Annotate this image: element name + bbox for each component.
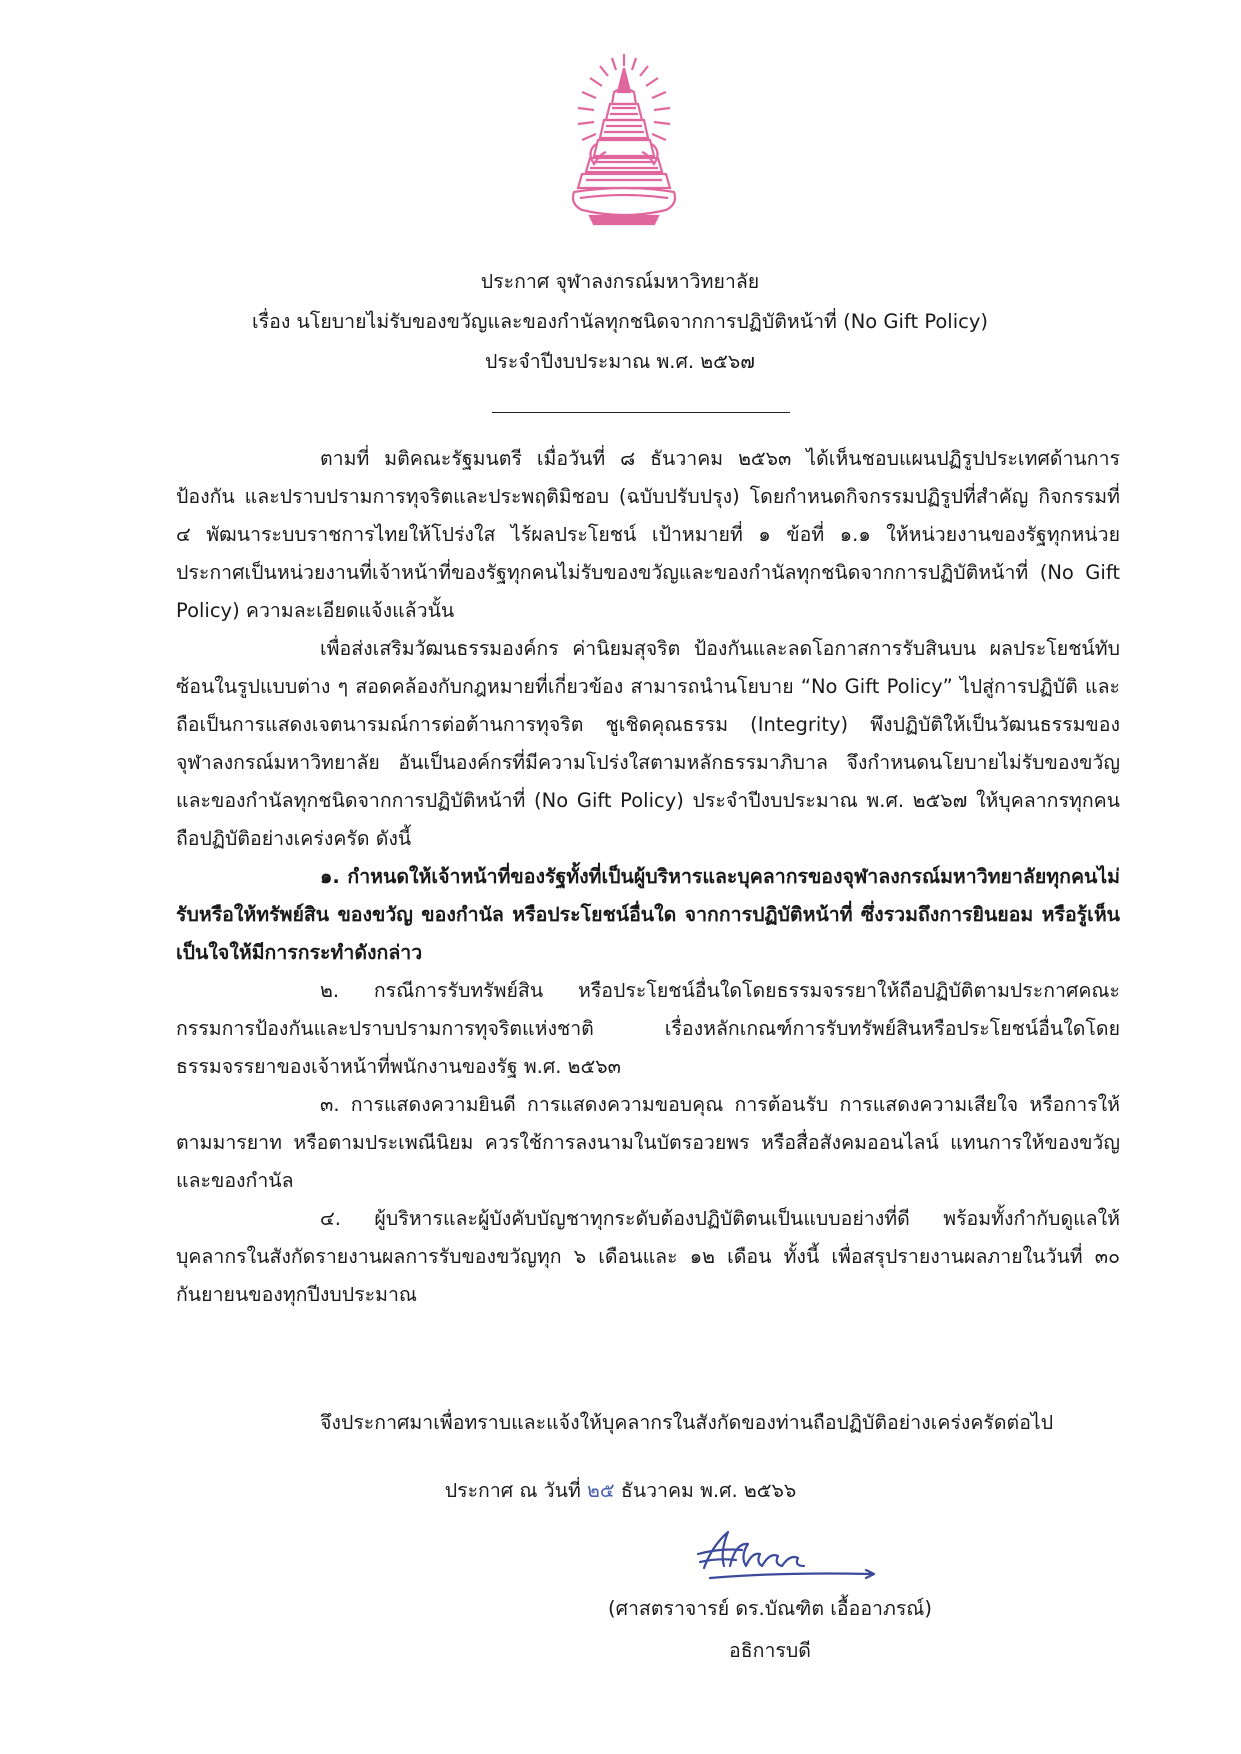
signer-name: (ศาสตราจารย์ ดร.บัณฑิต เอื้ออาภรณ์) <box>607 1597 933 1620</box>
closing-statement: จึงประกาศมาเพื่อทราบและแจ้งให้บุคลากรในสังกัดของท่านถือปฏิบัติอย่างเคร่งครัดต่อไป <box>320 1411 1054 1434</box>
policy-item: ๔. ผู้บริหารและผู้บังคับบัญชาทุกระดับต้องปฏิบัติตนเป็นแบบอย่างที่ดี พร้อมทั้งกำกับดูแลให้บุคลากรในสังกัดรายงานผลการรับของขวัญทุก ๖ เดือนและ ๑๒ เดือน ทั้งนี้ เพื่อสรุปรายงานผลภายในวันที่ ๓๐ กันยายนของทุกปีงบประมาณ <box>176 1207 1120 1306</box>
header-line-3: ประจำปีงบประมาณ พ.ศ. ๒๕๖๗ <box>485 350 755 373</box>
header-line-1: ประกาศ จุฬาลงกรณ์มหาวิทยาลัย <box>480 270 760 293</box>
body-paragraph: ตามที่ มติคณะรัฐมนตรี เมื่อวันที่ ๘ ธันวาคม ๒๕๖๓ ได้เห็นชอบแผนปฏิรูปประเทศด้านการป้องกัน และปราบปรามการทุจริตและประพฤติมิชอบ (ฉบับปรับปรุง) โดยกำหนดกิจกรรมปฏิรูปที่สำคัญ กิจกรรมที่ ๔ พัฒนาระบบราชการไทยให้โปร่งใส ไร้ผลประโยชน์ เป้าหมายที่ ๑ ข้อที่ ๑.๑ ให้หน่วยงานของรัฐทุกหน่วยประกาศเป็นหน่วยงานที่เจ้าหน้าที่ของรัฐทุกคนไม่รับของขวัญและของกำนัลทุกชนิดจากการปฏิบัติหน้าที่ (No Gift Policy) ความละเอียดแจ้งแล้วนั้น <box>176 447 1120 622</box>
announcement-body <box>176 440 1120 1314</box>
signature-image <box>690 1522 890 1586</box>
announcement-header <box>120 262 1120 382</box>
header-divider <box>492 412 790 413</box>
date-prefix: ประกาศ ณ วันที่ <box>444 1479 581 1502</box>
date-day: ๒๕ <box>587 1479 615 1502</box>
chulalongkorn-seal-emblem <box>560 48 688 230</box>
policy-item: ๑. กำหนดให้เจ้าหน้าที่ของรัฐทั้งที่เป็นผู้บริหารและบุคลากรของจุฬาลงกรณ์มหาวิทยาลัยทุกคนไม่รับหรือให้ทรัพย์สิน ของขวัญ ของกำนัล หรือประโยชน์อื่นใด จากการปฏิบัติหน้าที่ ซึ่งรวมถึงการยินยอม หรือรู้เห็นเป็นใจให้มีการกระทำดังกล่าว <box>176 865 1120 964</box>
header-line-2: เรื่อง นโยบายไม่รับของขวัญและของกำนัลทุกชนิดจากการปฏิบัติหน้าที่ (No Gift Policy) <box>251 310 989 333</box>
date-month-year: ธันวาคม พ.ศ. ๒๕๖๖ <box>620 1479 797 1502</box>
body-paragraph: เพื่อส่งเสริมวัฒนธรรมองค์กร ค่านิยมสุจริต ป้องกันและลดโอกาสการรับสินบน ผลประโยชน์ทับซ้อนในรูปแบบต่าง ๆ สอดคล้องกับกฎหมายที่เกี่ยวข้อง สามารถนำนโยบาย “No Gift Policy” ไปสู่การปฏิบัติ และถือเป็นการแสดงเจตนารมณ์การต่อต้านการทุจริต ชูเชิดคุณธรรม (Integrity) พึงปฏิบัติให้เป็นวัฒนธรรมของจุฬาลงกรณ์มหาวิทยาลัย อันเป็นองค์กรที่มีความโปร่งใสตามหลักธรรมาภิบาล จึงกำหนดนโยบายไม่รับของขวัญและของกำนัลทุกชนิดจากการปฏิบัติหน้าที่ (No Gift Policy) ประจำปีงบประมาณ พ.ศ. ๒๕๖๗ ให้บุคลากรทุกคนถือปฏิบัติอย่างเคร่งครัด ดังนี้ <box>176 637 1120 850</box>
announcement-date <box>0 1472 1241 1510</box>
policy-item: ๒. กรณีการรับทรัพย์สิน หรือประโยชน์อื่นใดโดยธรรมจรรยาให้ถือปฏิบัติตามประกาศคณะกรรมการป้องกันและปราบปรามการทุจริตแห่งชาติ เรื่องหลักเกณฑ์การรับทรัพย์สินหรือประโยชน์อื่นใดโดยธรรมจรรยาของเจ้าหน้าที่พนักงานของรัฐ พ.ศ. ๒๕๖๓ <box>176 979 1120 1078</box>
signer-title: อธิการบดี <box>729 1639 811 1662</box>
policy-item: ๓. การแสดงความยินดี การแสดงความขอบคุณ การต้อนรับ การแสดงความเสียใจ หรือการให้ตามมารยาท หรือตามประเพณีนิยม ควรใช้การลงนามในบัตรอวยพร หรือสื่อสังคมออนไลน์ แทนการให้ของขวัญและของกำนัล <box>176 1093 1120 1192</box>
